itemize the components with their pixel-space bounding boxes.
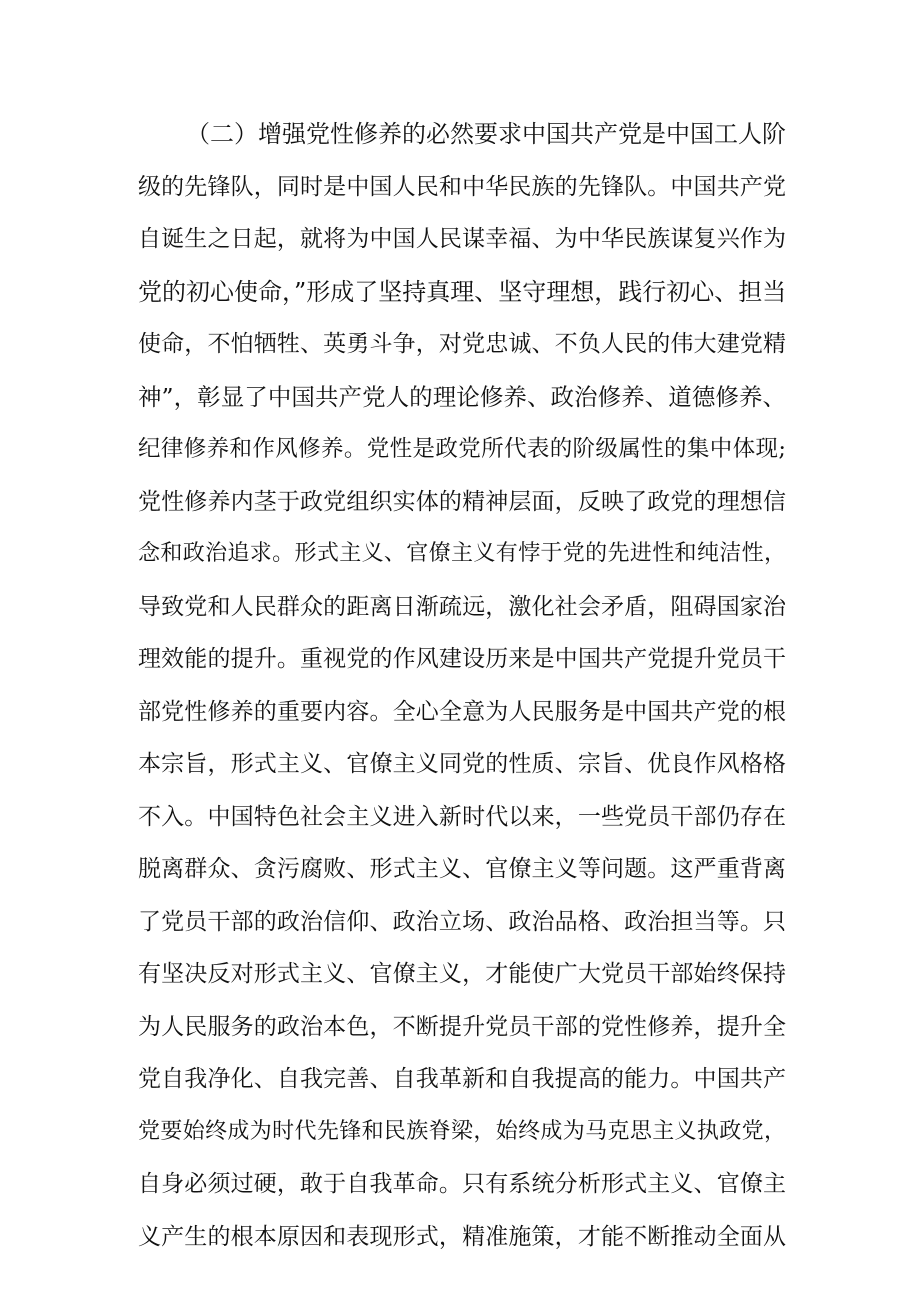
paragraph-line: 义产生的根本原因和表现形式，精准施策，才能不断推动全面从 — [138, 1223, 786, 1250]
body-paragraph — [138, 108, 786, 1263]
paragraph-line: 念和政治追求。形式主义、官僚主义有悖于党的先进性和纯洁性， — [138, 541, 786, 566]
paragraph-line: 级的先锋队，同时是中国人民和中华民族的先锋队。中国共产党 — [138, 173, 786, 200]
paragraph-line: 有坚决反对形式主义、官僚主义，才能使广大党员干部始终保持 — [138, 961, 786, 987]
paragraph-line: 部党性修养的重要内容。全心全意为人民服务是中国共产党的根 — [138, 698, 786, 725]
paragraph-line: 为人民服务的政治本色，不断提升党员干部的党性修养，提升全 — [138, 1013, 786, 1040]
paragraph-line: 理效能的提升。重视党的作风建设历来是中国共产党提升党员干 — [138, 646, 786, 672]
paragraph-line: 了党员干部的政治信仰、政治立场、政治品格、政治担当等。只 — [138, 908, 786, 935]
paragraph-line: 自诞生之日起，就将为中国人民谋幸福、为中华民族谋复兴作为 — [138, 226, 786, 252]
paragraph-line: 导致党和人民群众的距离日渐疏远，激化社会矛盾，阻碍国家治 — [138, 593, 786, 620]
paragraph-line: 脱离群众、贪污腐败、形式主义、官僚主义等问题。这严重背离 — [138, 856, 786, 882]
paragraph-line: 神”，彰显了中国共产党人的理论修养、政治修养、道德修养、 — [138, 382, 786, 411]
paragraph-line: 本宗旨，形式主义、官僚主义同党的性质、宗旨、优良作风格格 — [138, 751, 786, 777]
paragraph-line: 使命，不怕牺牲、英勇斗争，对党忠诚、不负人民的伟大建党精 — [138, 331, 786, 357]
paragraph-line: 党自我净化、自我完善、自我革新和自我提高的能力。中国共产 — [138, 1066, 786, 1092]
paragraph-line: 不入。中国特色社会主义进入新时代以来，一些党员干部仍存在 — [138, 803, 786, 830]
paragraph-line: 自身必须过硬，敢于自我革命。只有系统分析形式主义、官僚主 — [138, 1171, 786, 1197]
paragraph-line: （二）增强党性修养的必然要求中国共产党是中国工人阶 — [186, 120, 786, 148]
paragraph-line: 党性修养内茎于政党组织实体的精神层面，反映了政党的理想信 — [138, 488, 786, 515]
paragraph-line: 纪律修养和作风修养。党性是政党所代表的阶级属性的集中体现; — [138, 436, 786, 462]
paragraph-line: 党要始终成为时代先锋和民族脊梁，始终成为马克思主义执政党， — [138, 1118, 786, 1144]
paragraph-line: 党的初心使命，”形成了坚持真理、坚守理想，践行初心、担当 — [138, 277, 787, 306]
